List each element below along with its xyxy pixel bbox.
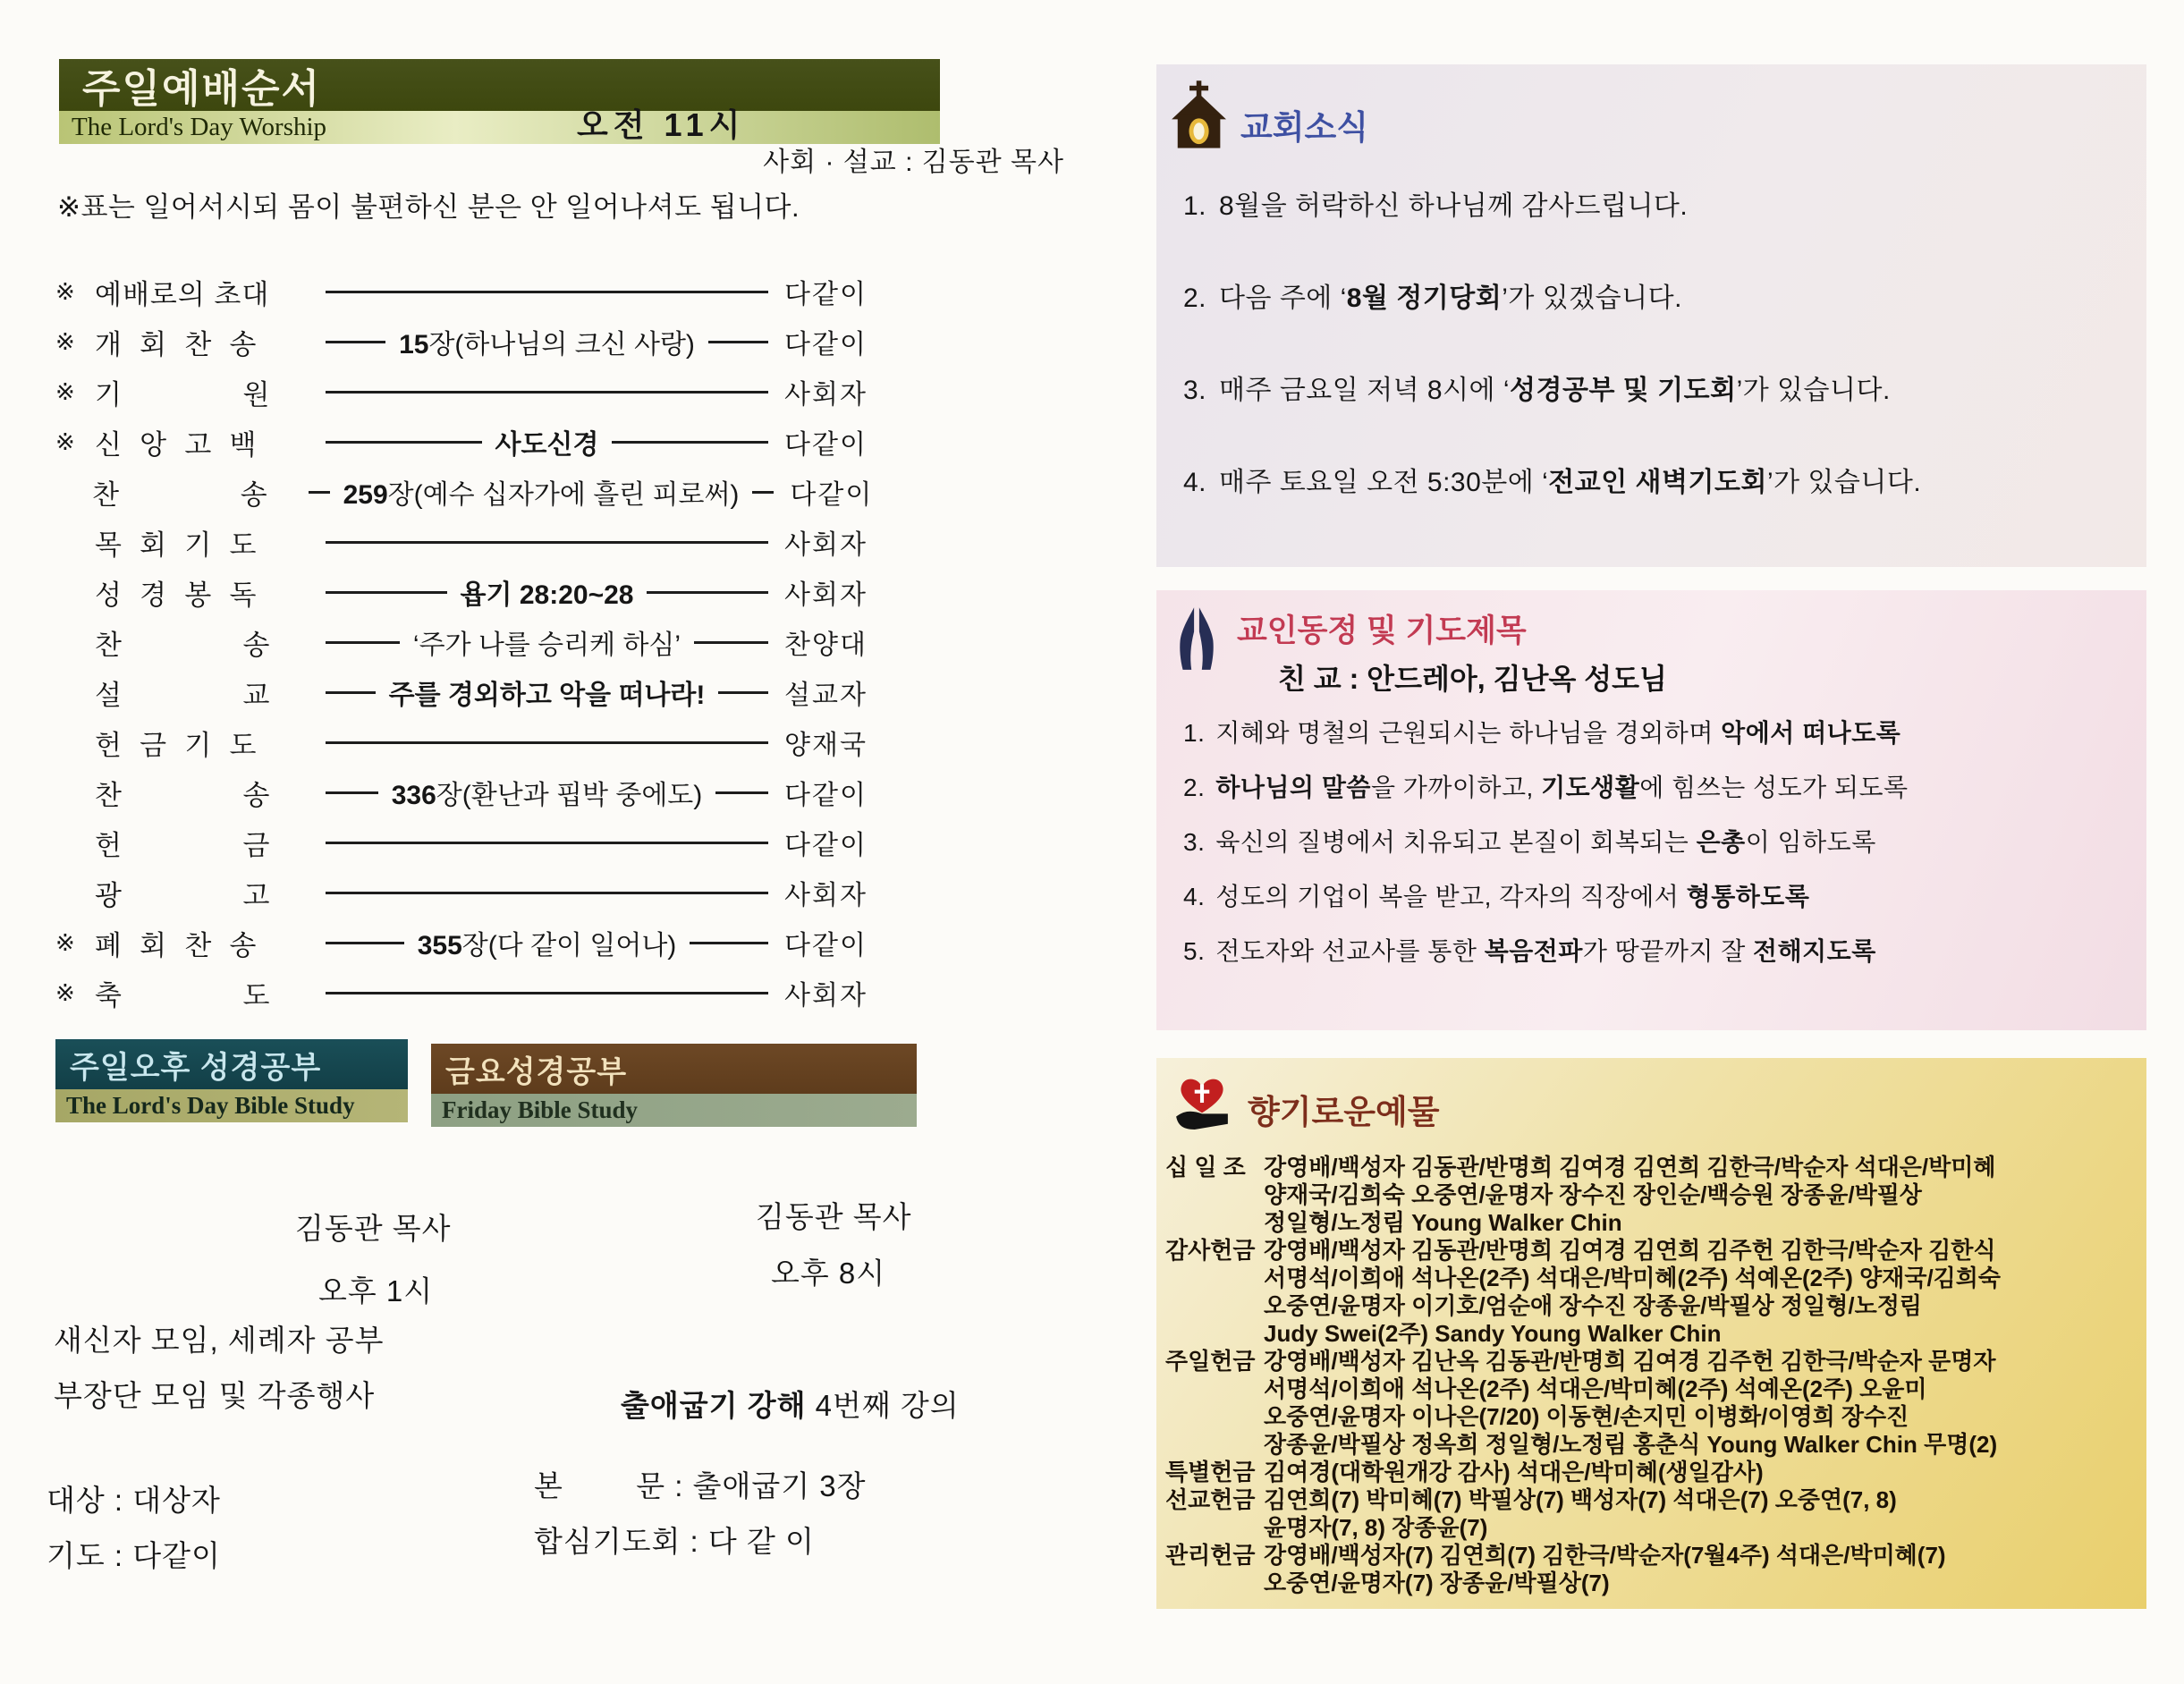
church-news-box <box>1156 64 2146 567</box>
offering-type-label: 감사헌금 <box>1165 1237 1256 1264</box>
worship-order-row <box>55 467 874 517</box>
church-news-item <box>1183 368 2146 460</box>
friday-study-title-ko: 금요성경공부 <box>445 1054 628 1089</box>
offerings-header <box>1156 1058 2146 1136</box>
leader-line <box>718 691 768 694</box>
church-news-item-number: 4. <box>1183 468 1207 497</box>
order-center-text: 욥기 28:20~28 <box>460 580 634 610</box>
offering-type-label: 십 일 조 <box>1165 1154 1246 1180</box>
sunday-study-title-en: The Lord's Day Bible Study <box>66 1092 355 1119</box>
offering-name-line: 정일형/노정림 Young Walker Chin <box>1264 1209 1622 1236</box>
worship-order-row <box>55 918 874 968</box>
order-right-role: 다같이 <box>790 480 874 510</box>
leader-line <box>326 741 768 744</box>
order-label: 목 회 기 도 <box>95 529 258 561</box>
church-news-title: 교회소식 <box>1240 109 1368 146</box>
order-center-text: 사도신경 <box>495 430 599 460</box>
offering-name-lines <box>1264 1459 2134 1486</box>
order-star: ※ <box>55 277 75 305</box>
order-leader-zone <box>326 741 768 744</box>
church-news-item-text: 8월을 허락하신 하나님께 감사드립니다. <box>1219 191 1689 221</box>
offering-row <box>1165 1542 2134 1597</box>
worship-order-row <box>55 517 874 567</box>
worship-order-row <box>55 267 874 317</box>
worship-title-ko: 주일예배순서 <box>82 67 322 111</box>
order-label: 찬 송 <box>95 629 271 661</box>
sunday-study-prayer: 기도 : 다같이 <box>47 1539 221 1572</box>
offering-name-line: 강영배/백성자 김동관/반명희 김여경 김연희 김한극/박순자 석대은/박미혜 <box>1264 1154 1996 1180</box>
sunday-study-banner-strip <box>55 1089 408 1122</box>
order-label: 기 원 <box>95 378 271 410</box>
friday-study-banner-dark <box>431 1044 917 1094</box>
friday-study-lecture <box>566 1349 960 1459</box>
church-icon <box>1171 79 1226 157</box>
offering-row <box>1165 1486 2134 1542</box>
order-label: 축 도 <box>95 979 271 1011</box>
church-news-item-number: 1. <box>1183 191 1207 221</box>
leader-line <box>752 491 774 494</box>
friday-study-banner <box>431 1044 917 1127</box>
order-label: 헌 금 <box>95 829 271 861</box>
leader-line <box>326 391 768 393</box>
order-star: ※ <box>55 978 75 1006</box>
prayer-item <box>1183 823 2146 877</box>
order-right-role: 사회자 <box>784 380 868 410</box>
leader-line <box>647 591 768 594</box>
order-leader-zone <box>326 541 768 544</box>
order-leader-zone <box>326 422 768 461</box>
prayer-item-number: 4. <box>1183 883 1206 910</box>
presider-line: 사회 · 설교 : 김동관 목사 <box>763 148 1064 177</box>
prayer-item <box>1183 768 2146 823</box>
offering-name-line: 김연희(7) 박미혜(7) 박필상(7) 백성자(7) 석대은(7) 오중연(7, 8) <box>1264 1486 1897 1513</box>
prayer-item-text: 지혜와 명철의 근원되시는 하나님을 경외하며 <box>1215 719 1722 747</box>
leader-line <box>326 691 376 694</box>
offering-name-lines <box>1264 1154 2134 1237</box>
service-time: 오전 11시 <box>577 106 746 143</box>
order-star: ※ <box>55 327 75 355</box>
worship-order-row <box>55 867 874 918</box>
order-star: ※ <box>55 377 75 405</box>
order-leader-zone <box>326 842 768 844</box>
order-right-role: 설교자 <box>784 681 868 710</box>
offering-name-line: 김여경(대학원개강 감사) 석대은/박미혜(생일감사) <box>1264 1459 1764 1485</box>
prayer-item <box>1183 714 2146 768</box>
worship-order-row <box>55 317 874 367</box>
offering-name-line: 강영배/백성자 김난옥 김동관/반명희 김여경 김주헌 김한극/박순자 문명자 <box>1264 1348 1996 1375</box>
order-right-role: 사회자 <box>784 881 868 910</box>
church-news-item-bold-text: 전교인 새벽기도회 <box>1548 468 1767 497</box>
order-leader-zone <box>326 923 768 962</box>
member-news-box <box>1156 590 2146 1030</box>
offering-row <box>1165 1348 2134 1459</box>
sunday-study-banner <box>55 1039 408 1122</box>
friday-study-lecture-title: 출애굽기 강해 <box>621 1389 807 1422</box>
leader-line <box>309 491 330 494</box>
order-right-role: 다같이 <box>784 831 868 860</box>
order-right-role: 다같이 <box>784 280 868 309</box>
member-news-title: 교인동정 및 기도제목 <box>1237 614 1527 648</box>
worship-order-row <box>55 417 874 467</box>
order-leader-zone <box>326 322 768 361</box>
order-label: 찬 송 <box>92 478 268 511</box>
offering-name-line: 오중연/윤명자(7) 장종윤/박필상(7) <box>1264 1570 1610 1596</box>
offering-row <box>1165 1154 2134 1237</box>
offering-name-line: 서명석/이희애 석나온(2주) 석대은/박미혜(2주) 석예온(2주) 양재국/김희숙 <box>1264 1265 2002 1291</box>
friday-study-prayer: 합심기도회 : 다 같 이 <box>534 1525 815 1558</box>
fellowship-line: 친 교 : 안드레아, 김난옥 성도님 <box>1278 663 1667 695</box>
worship-order-row <box>55 767 874 817</box>
offering-name-lines <box>1264 1348 2134 1459</box>
prayer-item-text: 성도의 기업이 복을 받고, 각자의 직장에서 <box>1215 883 1687 910</box>
church-news-item-bold-text: 8월 정기당회 <box>1346 283 1503 313</box>
offering-type-label: 선교헌금 <box>1165 1486 1256 1513</box>
church-news-item-number: 2. <box>1183 283 1207 313</box>
offering-name-line: 강영배/백성자 김동관/반명희 김여경 김연희 김주헌 김한극/박순자 김한식 <box>1264 1237 1996 1264</box>
worship-order-row <box>55 367 874 417</box>
order-leader-zone <box>326 291 768 293</box>
leader-line <box>326 541 768 544</box>
sunday-study-line2: 부장단 모임 및 각종행사 <box>54 1379 376 1412</box>
offering-name-line: 윤명자(7, 8) 장종윤(7) <box>1264 1514 1488 1541</box>
sunday-study-title-ko: 주일오후 성경공부 <box>70 1050 322 1085</box>
worship-order-row <box>55 817 874 867</box>
prayer-item-number: 2. <box>1183 774 1206 801</box>
church-news-item <box>1183 275 2146 368</box>
prayer-item-number: 1. <box>1183 719 1206 747</box>
order-right-role: 찬양대 <box>784 630 868 660</box>
worship-title-en: The Lord's Day Worship <box>72 113 327 141</box>
order-label: 성 경 봉 독 <box>95 579 258 611</box>
order-label: 개 회 찬 송 <box>95 328 258 360</box>
order-right-role: 다같이 <box>784 931 868 960</box>
order-right-role: 다같이 <box>784 330 868 360</box>
offering-type-label: 주일헌금 <box>1165 1348 1256 1375</box>
prayer-item <box>1183 877 2146 932</box>
leader-line <box>326 441 482 444</box>
order-label: 설 교 <box>95 679 271 711</box>
leader-line <box>690 942 768 944</box>
member-news-items <box>1156 698 2146 986</box>
leader-line <box>326 942 404 944</box>
church-news-items <box>1156 157 2146 552</box>
friday-study-banner-strip <box>431 1094 917 1127</box>
offerings-title: 향기로운예물 <box>1248 1094 1440 1130</box>
church-news-item <box>1183 183 2146 275</box>
order-leader-zone <box>326 673 768 712</box>
worship-order-row <box>55 968 874 1018</box>
heart-in-hand-icon <box>1171 1072 1233 1136</box>
offering-type-label: 특별헌금 <box>1165 1459 1256 1485</box>
order-leader-zone <box>326 892 768 894</box>
sunday-study-target: 대상 : 대상자 <box>47 1484 221 1517</box>
prayer-item-bold-text: 복음전파 <box>1484 937 1583 965</box>
sunday-study-leader: 김동관 목사 <box>295 1212 452 1245</box>
offering-name-line: 강영배/백성자(7) 김연희(7) 김한극/박순자(7월4주) 석대은/박미혜(7) <box>1264 1542 1946 1569</box>
order-right-role: 사회자 <box>784 981 868 1011</box>
order-center-text: 주를 경외하고 악을 떠나라! <box>388 681 706 710</box>
prayer-item-bold-text: 기도생활 <box>1541 774 1640 801</box>
offering-name-line: 오중연/윤명자 이나은(7/20) 이동현/손지민 이병화/이영희 장수진 <box>1264 1403 1909 1430</box>
worship-banner-dark <box>59 59 940 111</box>
leader-line <box>708 341 768 343</box>
order-right-role: 사회자 <box>784 580 868 610</box>
church-news-item-text: 매주 토요일 오전 5:30분에 ‘ <box>1219 468 1549 497</box>
prayer-item-text: 이 임하도록 <box>1745 828 1876 856</box>
church-news-item-text: 매주 금요일 저녁 8시에 ‘ <box>1219 376 1511 405</box>
church-news-item-bold-text: 성경공부 및 기도회 <box>1510 376 1737 405</box>
leader-line <box>326 641 400 644</box>
prayer-item-number: 5. <box>1183 937 1206 965</box>
order-leader-zone <box>326 773 768 812</box>
leader-line <box>326 842 768 844</box>
worship-order-row <box>55 567 874 617</box>
offerings-rows <box>1156 1136 2146 1597</box>
church-news-item-text: ’가 있습니다. <box>1766 468 1922 497</box>
offerings-box <box>1156 1058 2146 1609</box>
offering-row <box>1165 1237 2134 1348</box>
worship-order-row <box>55 667 874 717</box>
church-news-item-text: ’가 있겠습니다. <box>1502 283 1682 313</box>
offering-name-line: 오중연/윤명자 이기호/엄순애 장수진 장종윤/박필상 정일형/노정림 <box>1264 1292 1922 1319</box>
order-label: 광 고 <box>95 879 271 911</box>
worship-order-row <box>55 617 874 667</box>
order-label: 예배로의 초대 <box>95 278 270 310</box>
worship-order-row <box>55 717 874 767</box>
prayer-item-text: 을 가까이하고, <box>1370 774 1542 801</box>
sunday-study-time: 오후 1시 <box>318 1274 434 1307</box>
member-news-header <box>1156 590 2146 698</box>
order-label: 헌 금 기 도 <box>95 729 258 761</box>
church-news-item-number: 3. <box>1183 376 1207 405</box>
offering-type-label: 관리헌금 <box>1165 1542 1256 1569</box>
offering-name-line: 장종윤/박필상 정옥희 정일형/노정림 홍춘식 Young Walker Chin 무명(2) <box>1264 1431 1998 1458</box>
order-center-text: 336장(환난과 핍박 중에도) <box>391 781 703 810</box>
praying-hands-icon <box>1171 605 1223 679</box>
prayer-item-text: 에 힘쓰는 성도가 되도록 <box>1639 774 1909 801</box>
church-news-item-text: 다음 주에 ‘ <box>1219 283 1347 313</box>
sunday-study-line1: 새신자 모임, 세례자 공부 <box>54 1324 385 1357</box>
offering-name-line: 서명석/이희애 석나온(2주) 석대은/박미혜(2주) 석예온(2주) 오윤미 <box>1264 1375 1927 1402</box>
order-star: ※ <box>55 427 75 455</box>
prayer-item-bold-text: 은총 <box>1696 828 1746 856</box>
offering-name-lines <box>1264 1237 2134 1348</box>
friday-study-scripture: 본 문 : 출애굽기 3장 <box>534 1469 867 1502</box>
order-center-text: 355장(다 같이 일어나) <box>417 931 677 960</box>
leader-line <box>715 791 768 794</box>
offering-name-line: 양재국/김희숙 오중연/윤명자 장수진 장인순/백승원 장종윤/박필상 <box>1264 1181 1922 1208</box>
offering-name-line: Judy Swei(2주) Sandy Young Walker Chin <box>1264 1320 1722 1347</box>
prayer-item-bold-text: 전해지도록 <box>1753 937 1876 965</box>
prayer-item <box>1183 932 2146 986</box>
order-center-text: 15장(하나님의 크신 사랑) <box>399 330 695 360</box>
leader-line <box>326 992 768 994</box>
sunday-study-banner-dark <box>55 1039 408 1089</box>
prayer-item-text: 전도자와 선교사를 통한 <box>1215 937 1485 965</box>
order-star: ※ <box>55 928 75 956</box>
friday-study-leader: 김동관 목사 <box>756 1200 912 1233</box>
order-right-role: 다같이 <box>784 430 868 460</box>
order-leader-zone <box>326 622 768 662</box>
church-news-item-text: ’가 있습니다. <box>1736 376 1891 405</box>
church-news-item <box>1183 460 2146 552</box>
leader-line <box>612 441 768 444</box>
church-news-header <box>1156 64 2146 157</box>
friday-study-title-en: Friday Bible Study <box>442 1096 639 1123</box>
order-leader-zone <box>326 572 768 612</box>
leader-line <box>326 892 768 894</box>
order-label: 신 앙 고 백 <box>95 428 258 461</box>
leader-line <box>326 291 768 293</box>
leader-line <box>326 791 378 794</box>
prayer-item-text: 육신의 질병에서 치유되고 본질이 회복되는 <box>1215 828 1697 856</box>
prayer-item-bold-text: 악에서 떠나도록 <box>1721 719 1901 747</box>
order-center-text: ‘주가 나를 승리케 하심’ <box>412 630 681 660</box>
offering-name-lines <box>1264 1542 2134 1597</box>
order-center-text: 259장(예수 십자가에 흘린 피로써) <box>343 480 740 510</box>
order-right-role: 다같이 <box>784 781 868 810</box>
order-leader-zone <box>309 472 775 512</box>
leader-line <box>326 591 447 594</box>
member-news-header-text <box>1237 605 1667 698</box>
order-right-role: 양재국 <box>784 731 868 760</box>
prayer-item-bold-text: 형통하도록 <box>1686 883 1810 910</box>
order-label: 찬 송 <box>95 779 271 811</box>
offering-row <box>1165 1459 2134 1486</box>
prayer-item-number: 3. <box>1183 828 1206 856</box>
order-leader-zone <box>326 992 768 994</box>
order-right-role: 사회자 <box>784 530 868 560</box>
leader-line <box>694 641 768 644</box>
prayer-item-bold-text: 하나님의 말씀 <box>1215 774 1371 801</box>
friday-study-lecture-rest: 4번째 강의 <box>806 1389 960 1422</box>
worship-banner <box>59 59 940 144</box>
prayer-item-text: 가 땅끝까지 잘 <box>1582 937 1754 965</box>
friday-study-time: 오후 8시 <box>771 1257 886 1290</box>
offering-name-lines <box>1264 1486 2134 1542</box>
order-label: 폐 회 찬 송 <box>95 929 258 961</box>
leader-line <box>326 341 385 343</box>
standing-note: ※표는 일어서시되 몸이 불편하신 분은 안 일어나셔도 됩니다. <box>57 191 800 223</box>
worship-order-list <box>55 267 874 1018</box>
order-leader-zone <box>326 391 768 393</box>
